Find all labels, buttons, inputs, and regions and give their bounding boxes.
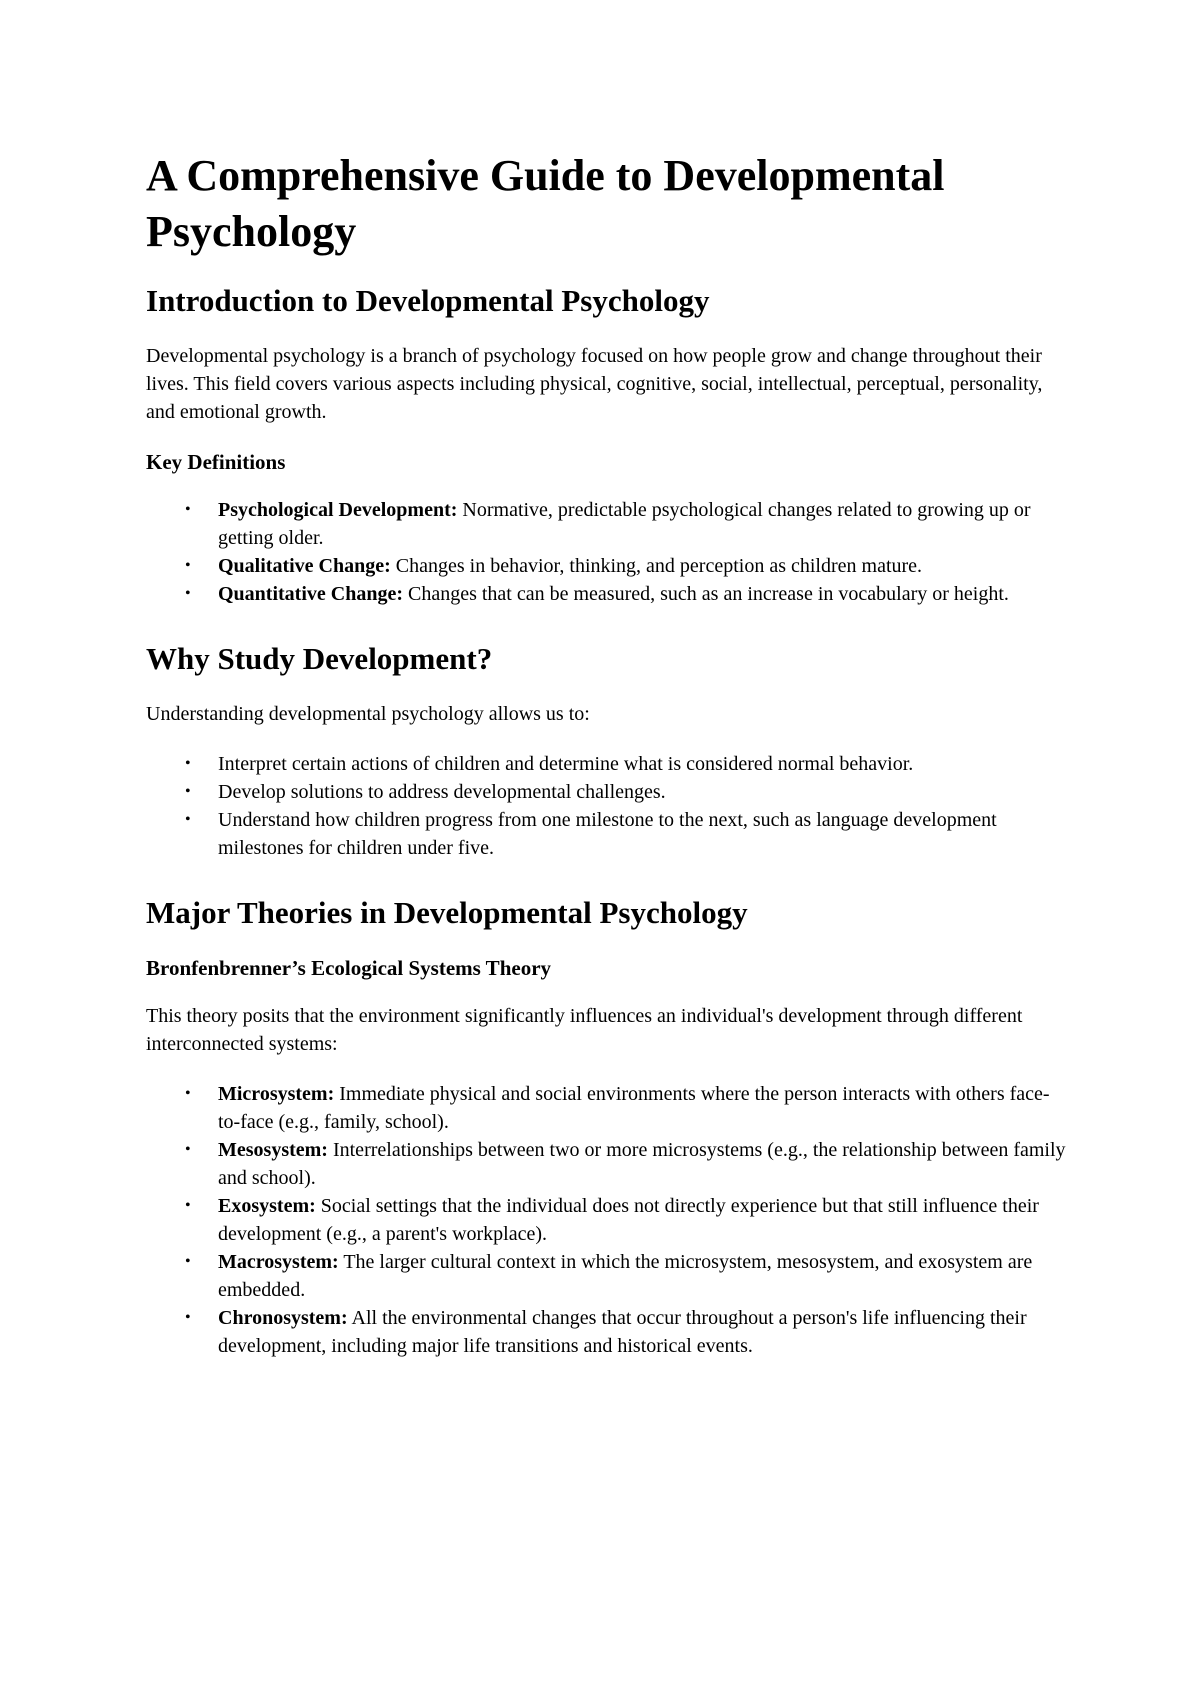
list-item-text: Interpret certain actions of children and determine what is considered normal behavior. [218, 753, 914, 775]
why-paragraph: Understanding developmental psychology allows us to: [146, 703, 590, 725]
list-item [185, 580, 1066, 608]
theories-heading: Major Theories in Developmental Psychology [146, 895, 748, 930]
intro-heading: Introduction to Developmental Psychology [146, 283, 710, 318]
system-term: Exosystem: [218, 1195, 316, 1217]
definition-term: Qualitative Change: [218, 555, 391, 577]
why-heading: Why Study Development? [146, 641, 493, 676]
system-term: Chronosystem: [218, 1307, 348, 1329]
bullet-icon: • [185, 1253, 191, 1270]
system-text: All the environmental changes that occur throughout a person's life influencing their development, including major life transitions and historical events. [218, 1307, 1027, 1357]
document-page [146, 148, 1066, 1382]
definition-text: Normative, predictable psychological changes related to growing up or getting older. [218, 499, 1031, 549]
system-term: Macrosystem: [218, 1251, 339, 1273]
system-text: The larger cultural context in which the microsystem, mesosystem, and exosystem are embedded. [218, 1251, 1033, 1301]
key-definitions-list [146, 496, 1066, 608]
system-text: Social settings that the individual does not directly experience but that still influence their development (e.g., a parent's workplace). [218, 1195, 1039, 1245]
bullet-icon: • [185, 783, 191, 800]
bullet-icon: • [185, 1309, 191, 1326]
document-title: A Comprehensive Guide to Developmental Psychology [146, 151, 945, 256]
list-item [185, 1248, 1066, 1304]
bullet-icon: • [185, 557, 191, 574]
list-item [185, 1192, 1066, 1248]
system-text: Immediate physical and social environments where the person interacts with others face-to-face (e.g., family, school). [218, 1083, 1050, 1133]
list-item [185, 806, 1066, 862]
definition-text: Changes that can be measured, such as an increase in vocabulary or height. [403, 583, 1009, 605]
list-item [185, 1136, 1066, 1192]
list-item [185, 552, 1066, 580]
list-item [185, 1080, 1066, 1136]
list-item-text: Understand how children progress from one milestone to the next, such as language development milestones for children under five. [218, 809, 997, 859]
intro-paragraph: Developmental psychology is a branch of psychology focused on how people grow and change throughout their lives. This field covers various aspects including physical, cognitive, social, intellectual, perceptual, personality, and emotional growth. [146, 345, 1043, 423]
list-item [185, 496, 1066, 552]
systems-list [146, 1080, 1066, 1360]
bullet-icon: • [185, 1141, 191, 1158]
bronfenbrenner-paragraph: This theory posits that the environment significantly influences an individual's development through different interconnected systems: [146, 1005, 1023, 1055]
list-item [185, 778, 1066, 806]
list-item-text: Develop solutions to address developmental challenges. [218, 781, 666, 803]
definition-text: Changes in behavior, thinking, and perception as children mature. [390, 555, 923, 577]
bullet-icon: • [185, 811, 191, 828]
bullet-icon: • [185, 1197, 191, 1214]
bullet-icon: • [185, 585, 191, 602]
why-list [146, 750, 1066, 862]
definition-term: Psychological Development: [218, 499, 458, 521]
definition-term: Quantitative Change: [218, 583, 403, 605]
system-term: Microsystem: [218, 1083, 335, 1105]
bullet-icon: • [185, 1085, 191, 1102]
bullet-icon: • [185, 501, 191, 518]
system-text: Interrelationships between two or more microsystems (e.g., the relationship between family and school). [218, 1139, 1066, 1189]
list-item [185, 750, 1066, 778]
bullet-icon: • [185, 755, 191, 772]
bronfenbrenner-heading: Bronfenbrenner’s Ecological Systems Theory [146, 956, 552, 980]
key-definitions-heading: Key Definitions [146, 450, 286, 474]
system-term: Mesosystem: [218, 1139, 328, 1161]
list-item [185, 1304, 1066, 1360]
